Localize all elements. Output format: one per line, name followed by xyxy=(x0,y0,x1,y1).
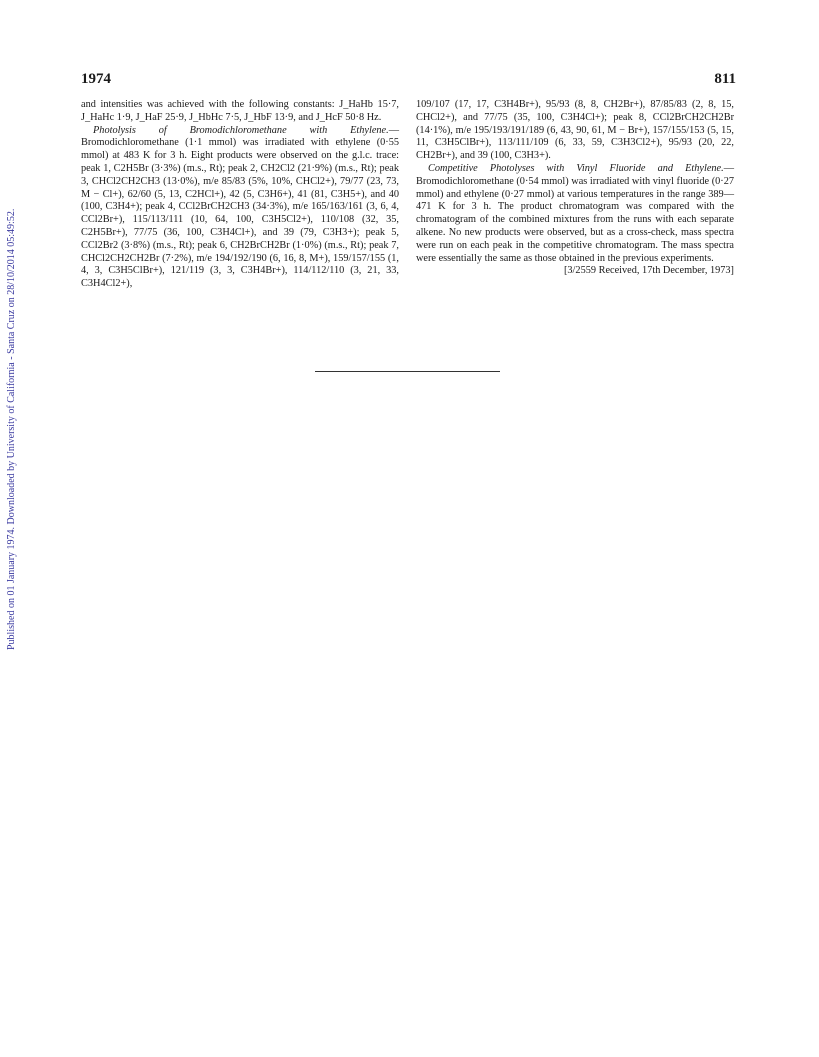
left-column xyxy=(81,99,399,291)
journal-year: 1974 xyxy=(81,71,111,87)
competitive-photolyses-paragraph xyxy=(416,163,734,265)
paragraph-body: — Bromodichloromethane (1·1 mmol) was irradiated with ethylene (0·55 mmol) at 483 K for 3 h. Eight products were observed on the g.l.c. trace: peak 1, C2H5Br (3·3%) (m.s., Rt); peak 2, CH2Cl2 (21·9%) (m.s., Rt); peak 3, CHCl2CH2CH3 (13·0%), m/e 85/83 (5%, 10%, CHCl2+), 79/77 (23, 73, M − Cl+), 62/60 (5, 13, C2HCl+), 42 (5, C3H6+), 41 (81, C3H5+), and 40 (100, C3H4+); peak 4, CCl2BrCH2CH3 (34·3%), m/e 165/163/161 (3, 6, 4, CCl2Br+), 115/113/111 (10, 64, 100, C3H5Cl2+), 110/108 (32, 35, C2H5Br+), 77/75 (36, 100, C3H4Cl+), and 39 (79, C3H3+); peak 5, CCl2Br2 (3·8%) (m.s., Rt); peak 6, CH2BrCH2Br (1·0%) (m.s., Rt); peak 7, CHCl2CH2CH2Br (7·2%), m/e 194/192/190 (6, 16, 8, M+), 159/157/155 (1, 4, 3, C3H5ClBr+), 121/119 (3, 3, C3H4Br+), 114/112/110 (3, 21, 33, C3H4Cl2+), xyxy=(81,124,399,290)
constants-paragraph: and intensities was achieved with the following constants: J_HaHb 15·7, J_HaHc 1·9, J_HaF 25·9, J_HbHc 7·5, J_HbF 13·9, and J_HcF 50·8 Hz. xyxy=(81,99,399,123)
right-column xyxy=(416,99,734,278)
page-number: 811 xyxy=(714,71,736,87)
paragraph-body: —Bromodichloromethane (0·54 mmol) was irradiated with vinyl fluoride (0·27 mmol) and ethylene (0·27 mmol) at various temperatures in the range 389—471 K for 3 h. The product chromatogram was compared with the chromatogram of the combined mixtures from the runs with each separate alkene. No new products were observed, but as a cross-check, mass spectra were run on each peak in the competitive chromatogram. The mass spectra were essentially the same as those obtained in the previous experiments. xyxy=(416,162,734,264)
continued-paragraph: 109/107 (17, 17, C3H4Br+), 95/93 (8, 8, CH2Br+), 87/85/83 (2, 8, 15, CHCl2+), and 77/75 (35, 100, C3H4Cl+); peak 8, CCl2BrCH2CH2Br (14·1%), m/e 195/193/191/189 (6, 43, 90, 61, M − Br+), 157/155/153 (5, 15, 11, C3H5ClBr+), 113/111/109 (6, 33, 59, C3H3Cl2+), 95/93 (20, 22, CH2Br+), and 39 (100, C3H3+). xyxy=(416,99,734,162)
end-rule xyxy=(315,371,500,372)
download-watermark: Published on 01 January 1974. Downloaded by University of California - Santa Cruz on 28/10/2014 05:49:52. xyxy=(6,208,17,650)
section-heading: Photolysis of Bromodichloromethane with Ethylene. xyxy=(93,124,389,136)
section-heading: Competitive Photolyses with Vinyl Fluoride and Ethylene. xyxy=(428,162,724,174)
received-reference: [3/2559 Received, 17th December, 1973] xyxy=(563,265,734,277)
ethylene-photolysis-paragraph xyxy=(81,125,399,291)
